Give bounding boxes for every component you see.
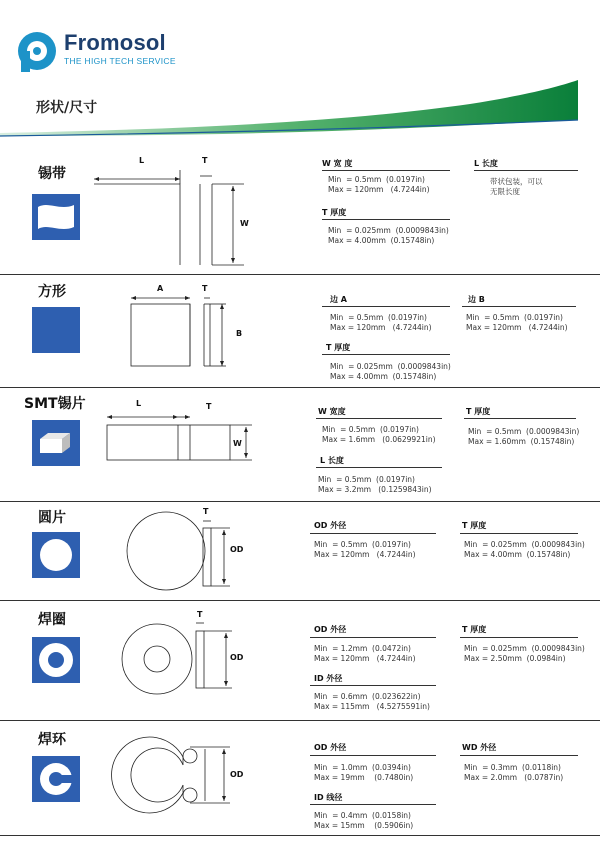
spec-min: Min = 0.025mm (0.0009843in) [464, 644, 585, 653]
dim-label-l: L [139, 156, 145, 165]
spec-label: 边 B [468, 295, 485, 304]
spec-label: ID 线径 [314, 793, 343, 802]
spec-note: 带状包装，可以 无限长度 [490, 177, 543, 196]
spec-max: Max = 120mm (4.7244in) [328, 185, 430, 194]
spec-min: Min = 0.3mm (0.0118in) [464, 763, 561, 772]
spec-label: T 厚度 [462, 521, 487, 530]
spec-min: Min = 0.5mm (0.0197in) [330, 313, 427, 322]
spec-min: Min = 0.4mm (0.0158in) [314, 811, 411, 820]
dim-label-a: A [157, 284, 164, 293]
spec-label: OD 外径 [314, 521, 347, 530]
dim-label-od: OD [230, 653, 244, 662]
spec-label: OD 外径 [314, 625, 347, 634]
spec-min: Min = 0.5mm (0.0197in) [318, 475, 415, 484]
section-title-square: 方形 [38, 284, 66, 300]
spec-label: T 厚度 [322, 208, 347, 217]
spec-max: Max = 4.00mm (0.15748in) [330, 372, 437, 381]
dim-label-t: T [197, 610, 203, 619]
spec-min: Min = 0.025mm (0.0009843in) [330, 362, 451, 371]
spec-label: WD 外径 [462, 743, 497, 752]
spec-max: Max = 120mm (4.7244in) [466, 323, 568, 332]
spec-max: Max = 2.0mm (0.0787in) [464, 773, 564, 782]
spec-underline [310, 804, 436, 805]
spec-max: Max = 120mm (4.7244in) [314, 550, 416, 559]
brand-name: Fromosol [64, 30, 166, 55]
section-title-washer: 焊圈 [38, 612, 66, 628]
brand-slogan: THE HIGH TECH SERVICE [64, 56, 176, 66]
spec-label: OD 外径 [314, 743, 347, 752]
spec-underline [460, 755, 578, 756]
spec-label: T 厚度 [466, 407, 491, 416]
spec-min: Min = 0.5mm (0.0197in) [314, 540, 411, 549]
dim-label-t: T [206, 402, 212, 411]
section-title-smt: SMT锡片 [24, 396, 86, 412]
spec-min: Min = 0.025mm (0.0009843in) [464, 540, 585, 549]
spec-min: Min = 1.0mm (0.0394in) [314, 763, 411, 772]
spec-label: ID 外径 [314, 674, 343, 683]
section-title-disc: 圆片 [38, 510, 66, 526]
spec-max: Max = 120mm (4.7244in) [314, 654, 416, 663]
spec-max: Max = 4.00mm (0.15748in) [464, 550, 571, 559]
spec-min: Min = 1.2mm (0.0472in) [314, 644, 411, 653]
spec-underline [310, 755, 436, 756]
spec-min: Min = 0.025mm (0.0009843in) [328, 226, 449, 235]
dim-label-t: T [203, 507, 209, 516]
spec-min: Min = 0.5mm (0.0197in) [322, 425, 419, 434]
spec-label: L 长度 [320, 456, 344, 465]
spec-min: Min = 0.5mm (0.0009843in) [468, 427, 580, 436]
spec-max: Max = 2.50mm (0.0984in) [464, 654, 566, 663]
spec-max: Max = 3.2mm (0.1259843in) [318, 485, 432, 494]
spec-max: Max = 19mm (0.7480in) [314, 773, 414, 782]
dim-label-t: T [202, 156, 208, 165]
page-title: 形状/尺寸 [36, 100, 98, 116]
section-title-ribbon: 锡带 [38, 166, 66, 182]
spec-min: Min = 0.6mm (0.023622in) [314, 692, 421, 701]
dim-label-b: B [236, 329, 243, 338]
spec-label: W 宽 度 [322, 159, 353, 168]
spec-max: Max = 4.00mm (0.15748in) [328, 236, 435, 245]
dim-label-w: W [233, 439, 242, 448]
spec-label: 边 A [330, 295, 347, 304]
spec-label: T 厚度 [462, 625, 487, 634]
spec-max: Max = 120mm (4.7244in) [330, 323, 432, 332]
spec-label: T 厚度 [326, 343, 351, 352]
spec-max: Max = 1.6mm (0.0629921in) [322, 435, 436, 444]
dim-label-od: OD [230, 545, 244, 554]
spec-max: Max = 115mm (4.5275591in) [314, 702, 430, 711]
spec-min: Min = 0.5mm (0.0197in) [328, 175, 425, 184]
dim-label-l: L [136, 399, 142, 408]
dim-label-w: W [240, 219, 249, 228]
spec-max: Max = 15mm (0.5906in) [314, 821, 414, 830]
spec-label: W 宽度 [318, 407, 346, 416]
spec-min: Min = 0.5mm (0.0197in) [466, 313, 563, 322]
section-title-ring: 焊环 [38, 732, 66, 748]
dim-label-od: OD [230, 770, 244, 779]
spec-label: L 长度 [474, 159, 498, 168]
dim-label-t: T [202, 284, 208, 293]
spec-max: Max = 1.60mm (0.15748in) [468, 437, 575, 446]
